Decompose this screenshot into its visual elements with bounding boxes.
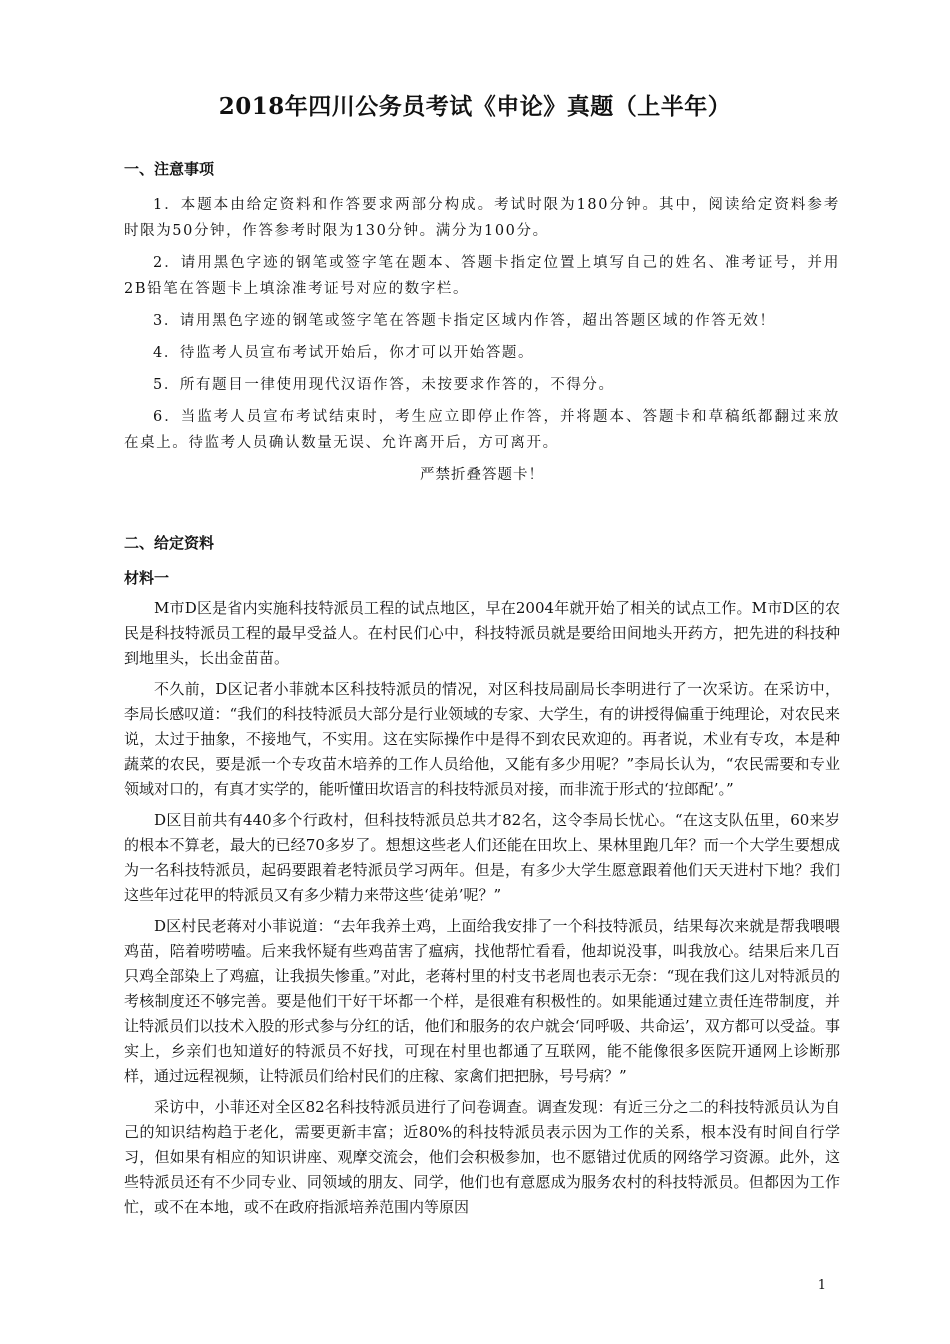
notice-item-2: 2．请用黑色字迹的钢笔或签字笔在题本、答题卡指定位置上填写自己的姓名、准考证号，并用2B铅笔在答题卡上填涂准考证号对应的数字栏。 xyxy=(124,255,840,297)
material-paragraph: M市D区是省内实施科技特派员工程的试点地区，早在2004年就开始了相关的试点工作。M市D区的农民是科技特派员工程的最早受益人。在村民们心中，科技特派员就是要给田间地头开药方，把先进的科技种到地里头，长出金苗苗。 xyxy=(124,599,840,667)
notice-item-1: 1．本题本由给定资料和作答要求两部分构成。考试时限为180分钟。其中，阅读给定资料参考时限为50分钟，作答参考时限为130分钟。满分为100分。 xyxy=(124,197,840,239)
material-paragraph: D区目前共有440多个行政村，但科技特派员总共才82名，这令李局长忧心。“在这支队伍里，60来岁的根本不算老，最大的已经70多岁了。想想这些老人们还能在田坎上、果林里跑几年？而一个大学生要想成为一名科技特派员，起码要跟着老特派员学习两年。但是，有多少大学生愿意跟着他们天天进村下地？我们这些年过花甲的特派员又有多少精力来带这些‘徒弟’呢？” xyxy=(124,811,840,904)
material-paragraph: 不久前，D区记者小菲就本区科技特派员的情况，对区科技局副局长李明进行了一次采访。在采访中，李局长感叹道：“我们的科技特派员大部分是行业领域的专家、大学生，有的讲授得偏重于纯理论，对农民来说，太过于抽象，不接地气，不实用。这在实际操作中是得不到农民欢迎的。再者说，术业有专攻，本是种蔬菜的农民，要是派一个专攻苗木培养的工作人员给他，又能有多少用呢？”李局长认为，“农民需要和专业领域对口的，有真才实学的，能听懂田坎语言的科技特派员对接，而非流于形式的‘拉郎配’。” xyxy=(124,680,840,798)
notice-item-6: 6．当监考人员宣布考试结束时，考生应立即停止作答，并将题本、答题卡和草稿纸都翻过来放在桌上。待监考人员确认数量无误、允许离开后，方可离开。 xyxy=(124,409,840,451)
document-title: 2018年四川公务员考试《申论》真题（上半年） xyxy=(218,93,732,120)
materials-heading: 二、给定资料 xyxy=(124,534,215,552)
notice-heading: 一、注意事项 xyxy=(124,160,215,178)
section-spacer xyxy=(124,488,840,532)
notice-item-4: 4．待监考人员宣布考试开始后，你才可以开始答题。 xyxy=(153,345,535,361)
material-paragraph: 采访中，小菲还对全区82名科技特派员进行了问卷调查。调查发现：有近三分之二的科技特派员认为自己的知识结构趋于老化，需要更新丰富；近80%的科技特派员表示因为工作的关系，根本没有时间自行学习，但如果有相应的知识讲座、观摩交流会，他们会积极参加，也不愿错过优质的网络学习资源。此外，这些特派员还有不少同专业、同领域的朋友、同学，他们也有意愿成为服务农村的科技特派员。但都因为工作忙，或不在本地，或不在政府指派培养范围内等原因 xyxy=(124,1098,840,1216)
material-paragraph: D区村民老蒋对小菲说道：“去年我养土鸡，上面给我安排了一个科技特派员，结果每次来就是帮我喂喂鸡苗，陪着唠唠嗑。后来我怀疑有些鸡苗害了瘟病，找他帮忙看看，他却说没事，叫我放心。结果后来几百只鸡全部染上了鸡瘟，让我损失惨重。”对此，老蒋村里的村支书老周也表示无奈：“现在我们这儿对特派员的考核制度还不够完善。要是他们干好干坏都一个样，是很难有积极性的。如果能通过建立责任连带制度，并让特派员们以技术入股的形式参与分红的话，他们和服务的农户就会‘同呼吸、共命运’，双方都可以受益。事实上，乡亲们也知道好的特派员不好找，可现在村里也都通了互联网，能不能像很多医院开通网上诊断那样，通过远程视频，让特派员们给村民们的庄稼、家禽们把把脉，号号病？” xyxy=(124,917,840,1085)
page-number: 1 xyxy=(817,1278,826,1293)
material-one-label: 材料一 xyxy=(124,569,170,587)
notice-item-5: 5．所有题目一律使用现代汉语作答，未按要求作答的，不得分。 xyxy=(153,377,615,393)
answer-sheet-warning: 严禁折叠答题卡！ xyxy=(420,467,544,483)
document-body xyxy=(124,158,840,1226)
notice-item-3: 3．请用黑色字迹的钢笔或签字笔在答题卡指定区域内作答，超出答题区域的作答无效！ xyxy=(153,313,776,329)
